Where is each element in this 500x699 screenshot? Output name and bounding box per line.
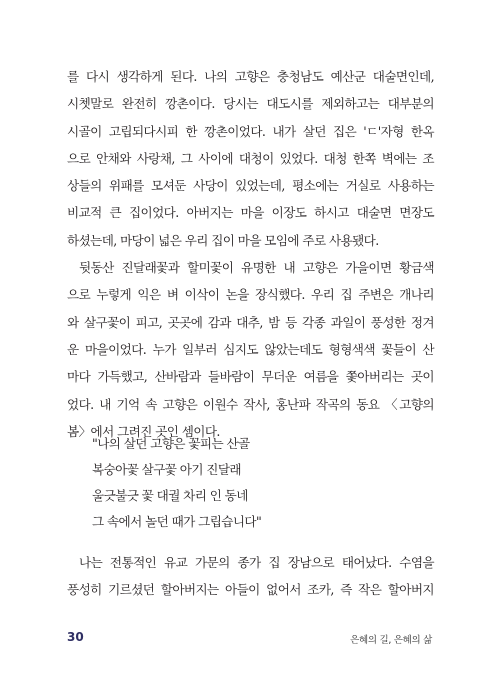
paragraph-line: 으로 누렇게 익은 벼 이삭이 논을 장식했다. 우리 집 주변은 개나리: [67, 287, 434, 303]
paragraph-line: 비교적 큰 집이었다. 아버지는 마을 이장도 하시고 대술면 면장도: [67, 205, 434, 221]
quote-line: 울긋불긋 꽃 대궐 차리 인 동네: [92, 488, 248, 503]
quote-line: 복숭아꽃 살구꽃 아기 진달래: [92, 462, 241, 477]
paragraph-line: 으로 안채와 사랑채, 그 사이에 대청이 있었다. 대청 한쪽 벽에는 조: [67, 150, 434, 166]
paragraph-line: 마다 가득했고, 산바람과 들바람이 무더운 여름을 쫓아버리는 곳이: [67, 369, 434, 385]
quote-line: "나의 살던 고향은 꽃피는 산골: [92, 436, 250, 451]
paragraph-line: 뒷동산 진달래꽃과 할미꽃이 유명한 내 고향은 가을이면 황금색: [79, 260, 434, 276]
quote-line: 그 속에서 놀던 때가 그립습니다": [92, 514, 262, 529]
paragraph-line: 하셨는데, 마당이 넓은 우리 집이 마을 모임에 주로 사용됐다.: [67, 232, 379, 248]
paragraph-line: 었다. 내 기억 속 고향은 이원수 작사, 홍난파 작곡의 동요 〈고향의: [67, 396, 434, 412]
body-text-top: [67, 63, 434, 445]
paragraph-line: 운 마을이었다. 누가 일부러 심지도 않았는데도 형형색색 꽃들이 산: [67, 341, 434, 357]
paragraph-line: 나는 전통적인 유교 가문의 종가 집 장남으로 태어났다. 수염을: [79, 555, 434, 570]
page-number: 30: [67, 630, 84, 644]
paragraph-line: 시골이 고립되다시피 한 깡촌이었다. 내가 살던 집은 'ㄷ'자형 한옥: [67, 123, 434, 139]
paragraph-line: 봄〉에서 그려진 곳인 셈이다.: [67, 423, 220, 439]
paragraph-line: 풍성히 기르셨던 할아버지는 아들이 없어서 조카, 즉 작은 할아버지: [67, 582, 434, 598]
paragraph-line: 와 살구꽃이 피고, 곳곳에 감과 대추, 밤 등 각종 과일이 풍성한 정겨: [67, 314, 434, 330]
paragraph-line: 를 다시 생각하게 된다. 나의 고향은 충청남도 예산군 대술면인데,: [67, 69, 434, 84]
paragraph-line: 상들의 위패를 모셔둔 사당이 있었는데, 평소에는 거실로 사용하는: [67, 178, 434, 194]
paragraph-line: 시쳇말로 완전히 깡촌이다. 당시는 대도시를 제외하고는 대부분의: [67, 96, 434, 112]
song-lyrics-quote: [92, 431, 261, 535]
body-text-bottom: [67, 549, 434, 604]
running-footer-title: 은혜의 길, 은혜의 삶: [350, 635, 432, 646]
